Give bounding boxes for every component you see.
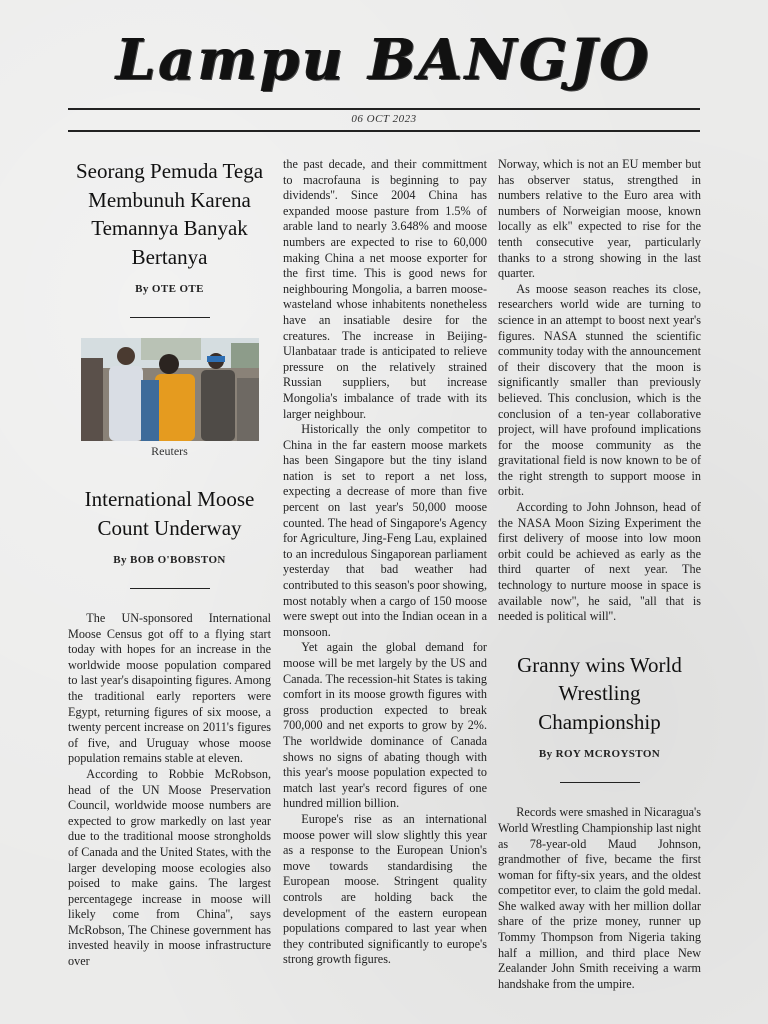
paragraph: the past decade, and their committment to macrofauna is beginning to pay dividends''. Since 2004 China has expanded moose pasture from 1.5% of arable land to nearly 3.648% and moose numbers are expected to rise to 60,000 making China a net moose exporter for the first time. This is good news for neighbouring Mongolia, a barren moose-wasteland whose inhabitents nonetheless have an insatiable desire for the creatures. The increase in Beijing-Ulanbataar trade is anticipated to relieve pressure on the relatively strained Russian suppliers, but increase Mongolia's imbalance of trade with its larger neighbour.	[283, 157, 487, 421]
paragraph: As moose season reaches its close, researchers world wide are turning to science in an attempt to boost next year's figures. NASA stunned the scientific community today with the announcement of their discovery that the moon is significantly smaller than previously believed. This conclusion, which is the conclusion of a ten-year collaborative project, will have profound implications for the moose community as the gravitational field is now known to be of the right strength to support moose in orbit.	[498, 281, 701, 499]
masthead-top-rule	[68, 108, 700, 110]
news-photo-illustration	[81, 338, 259, 441]
paragraph: The UN-sponsored International Moose Census got off to a flying start today with hopes for an increase in the worldwide moose population compared to last year's disapointing figures. Among the traditional early reporters were Egypt, returning figures of six moose, a twenty percent increase on 2011's figures of five, and Uruguay whose moose population remains stable at eleven.	[68, 611, 271, 766]
paragraph: According to Robbie McRobson, head of the UN Moose Preservation Council, worldwide moose numbers are expected to grow markedly on last year due to the traditional moose strongholds of Canada and the United States, with the larger developing moose ecologies also poised to make gains. The largest percentagege increase in moose will likely come from China'', says McRobson, The Chinese government has invested heavily in moose infrastructure over	[68, 766, 271, 969]
story1-byline: By OTE OTE	[135, 283, 204, 295]
story1-divider	[130, 317, 210, 318]
story1-headline: Seorang Pemuda Tega Membunuh Karena Temannya Banyak Bertanya	[75, 159, 264, 269]
paragraph: Norway, which is not an EU member but has observer status, strengthed in numbers relative to the Euro area with numbers of Norweigian moose, known locally as elk'' expected to rise for the tenth consecutive year, particularly thanks to a strong showing in the last quarter.	[498, 157, 701, 281]
paragraph: According to John Johnson, head of the NASA Moon Sizing Experiment the first delivery of moose into low moon orbit could be achieved as early as the third quarter of next year. The technology to nurture moose in space is available now'', he said, ''all that is needed is political will''.	[498, 500, 701, 624]
paragraph: Historically the only competitor to China in the far eastern moose markets has been Singapore but the tiny island nation is set to report a net loss, expecting a decrease of more than five percent on last year's 50,000 moose counted. The head of Singapore's Agency for Agriculture, Jing-Feng Lau, explained to an incredulous Singaporean parliament yesterday that bad weather had contributed to this season's poor showing, most notably when a cargo of 150 moose were swept out into the Indian ocean in a monsoon.	[283, 422, 487, 639]
newspaper-title: Lampu BANGJO	[116, 27, 652, 93]
news-photo	[81, 338, 259, 441]
story2-headline: International Moose Count Underway	[84, 487, 255, 540]
paragraph: Europe's rise as an international moose power will slow slightly this year as a response to the European Union's move towards standardising the European moose. Stringent quality controls are holding back the development of the eastern european populations compared to last year when they contributed significantly to europe's strong growth figures.	[283, 811, 487, 967]
story2-divider	[130, 588, 210, 589]
story2-text-col2	[283, 157, 487, 968]
story3-divider	[560, 782, 640, 783]
story3-text	[498, 805, 701, 992]
dateline: 06 OCT 2023	[351, 113, 417, 125]
column-2	[283, 157, 487, 968]
story2-text-col3	[498, 157, 701, 625]
story3-byline: By ROY MCROYSTON	[538, 748, 661, 761]
photo-caption: Reuters	[151, 444, 188, 458]
paragraph: Records were smashed in Nicaragua's World Wrestling Championship last night as 78-year-old Maud Johnson, grandmother of five, became the first woman for fifty-six years, and the oldest competitor ever, to claim the gold medal. She walked away with her million dollar share of the prize money, runner up Tommy Thompson from Nigeria taking half a million, and third place New Zealander John Smith receiving a warm handshake from the umpire.	[498, 805, 701, 991]
column-1	[68, 157, 271, 970]
masthead	[0, 18, 768, 102]
column-3	[498, 157, 701, 992]
paragraph: Yet again the global demand for moose will be met largely by the US and Canada. The recession-hit States is taking comfort in its moose growth figures with gross production expected to break 700,000 and net exports to grow by 2%. The worldwide dominance of Canada shows no signs of abating though with this year's moose population expected to match last year's record figures of one hundred million billion.	[283, 640, 487, 811]
masthead-bottom-rule	[68, 130, 700, 132]
story2-text-col1	[68, 611, 271, 970]
story3-headline: Granny wins World Wrestling Championship	[517, 652, 682, 734]
story2-byline: By BOB O'BOBSTON	[113, 554, 226, 566]
